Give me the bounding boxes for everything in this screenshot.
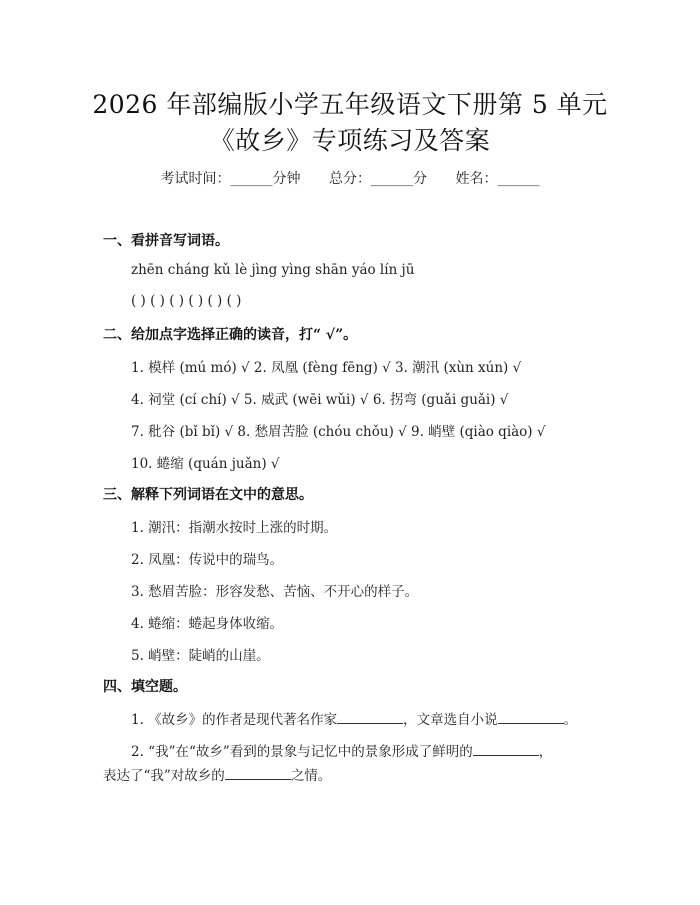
answer-blank[interactable]: [498, 709, 564, 724]
section3-item: 2. 凤凰：传说中的瑞鸟。: [131, 552, 284, 568]
name-field: 姓名：______: [455, 171, 540, 187]
section3-item: 3. 愁眉苦脸：形容发愁、苦恼、不开心的样子。: [131, 584, 419, 600]
total-score-field: 总分：______分: [329, 171, 427, 187]
section4-question2-line2: 表达了“我”对故乡的 之情。: [103, 764, 331, 784]
section3-item: 4. 蜷缩：蜷起身体收缩。: [131, 616, 284, 632]
answer-blank[interactable]: [337, 709, 403, 724]
document-title-line1: 2026 年部编版小学五年级语文下册第 5 单元: [92, 90, 608, 119]
answer-blank[interactable]: [225, 765, 291, 780]
document-title-line2: 《故乡》专项练习及答案: [209, 126, 491, 155]
section2-row: 4. 祠堂 (cí chí) √ 5. 威武 (wēi wǔi) √ 6. 拐弯 (guǎi guǎi) √: [131, 392, 509, 408]
answer-blank[interactable]: [473, 741, 539, 756]
section3-item: 5. 峭壁：陡峭的山崖。: [131, 648, 270, 664]
section2-row: 1. 模样 (mú mó) √ 2. 凤凰 (fèng fēng) √ 3. 潮汛 (xùn xún) √: [131, 360, 522, 376]
section4-question1: 1. 《故乡》的作者是现代著名作家 ，文章选自小说 。: [131, 708, 577, 728]
section2-heading: 二、给加点字选择正确的读音，打“ √”。: [103, 327, 358, 343]
section4-question2-line1: 2. “我”在“故乡”看到的景象与记忆中的景象形成了鲜明的 ，: [131, 740, 552, 760]
section4-heading: 四、填空题。: [103, 679, 187, 695]
section3-item: 1. 潮汛：指潮水按时上涨的时期。: [131, 520, 338, 536]
exam-info-line: [0, 168, 700, 188]
section1-heading: 一、看拼音写词语。: [103, 233, 229, 249]
section1-answer-boxes: ( ) ( ) ( ) ( ) ( ) ( ): [131, 293, 242, 309]
section3-heading: 三、解释下列词语在文中的意思。: [103, 487, 313, 503]
section2-row: 10. 蜷缩 (quán juǎn) √: [131, 456, 280, 472]
section2-row: 7. 秕谷 (bǐ bǐ) √ 8. 愁眉苦脸 (chóu chǒu) √ 9. 峭壁 (qiào qiào) √: [131, 424, 546, 440]
section1-pinyin: zhēn cháng kǔ lè jìng yìng shān yáo lín jū: [131, 262, 415, 278]
exam-time-field: 考试时间：______分钟: [160, 171, 301, 187]
